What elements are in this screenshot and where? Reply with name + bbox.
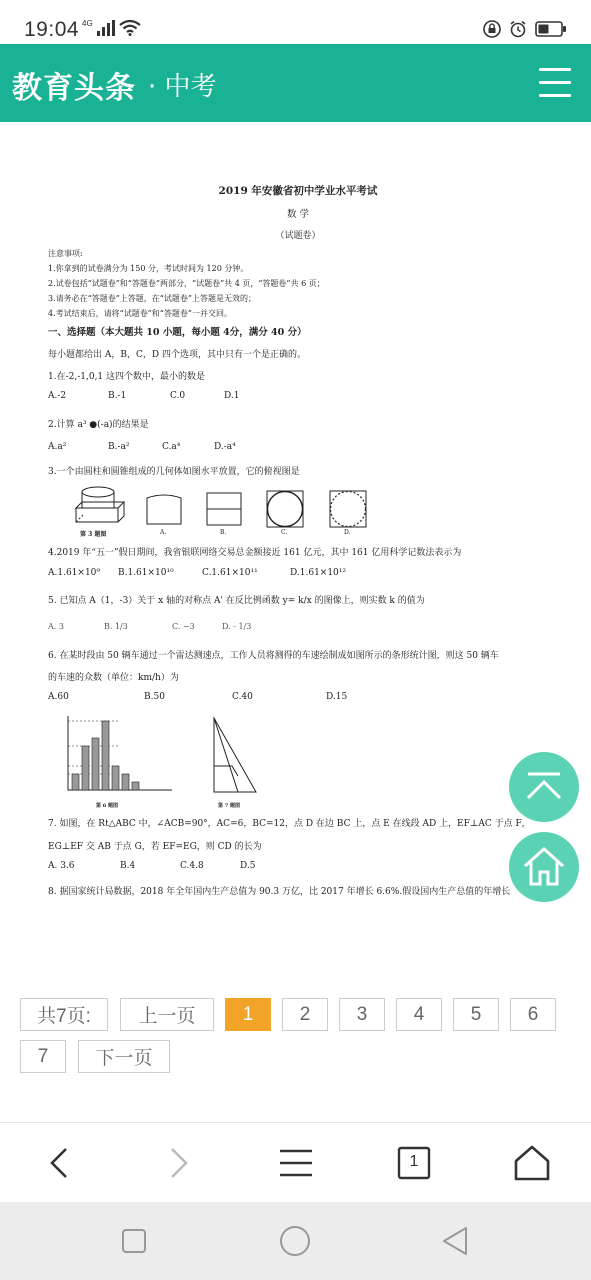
q2-option-a: A.a² [48, 442, 67, 452]
system-navigation-bar [0, 1202, 591, 1280]
recents-square-icon [117, 1224, 151, 1258]
browser-toolbar [0, 1122, 591, 1202]
q4-option-b: B.1.61×10¹⁰ [118, 568, 174, 578]
page-button[interactable]: 4 [396, 998, 442, 1031]
battery-icon [535, 21, 567, 37]
page-button[interactable]: 3 [339, 998, 385, 1031]
home-icon [512, 1143, 552, 1183]
question-7-line-1: 7. 如图，在 Rt△ABC 中，∠ACB=90°，AC=6，BC=12，点 D 在边 BC 上，点 E 在线段 AD 上，EF⊥AC 于点 F， [48, 819, 531, 829]
q6-option-b: B.50 [144, 692, 165, 702]
question-1: 1.在-2,-1,0,1 这四个数中，最小的数是 [48, 372, 206, 382]
q3-option-c-label: C. [281, 529, 288, 536]
scroll-to-top-button[interactable] [509, 752, 579, 822]
q5-option-a: A. 3 [48, 622, 64, 631]
q6-option-d: D.15 [326, 692, 348, 702]
scroll-to-top-icon [509, 752, 579, 822]
page-button[interactable]: 6 [510, 998, 556, 1031]
hamburger-menu-icon[interactable] [539, 68, 571, 98]
page-button[interactable]: 2 [282, 998, 328, 1031]
q7-figure-caption: 第 7 题图 [218, 803, 240, 809]
q7-option-c: C.4.8 [180, 861, 204, 871]
notes-heading: 注意事项: [48, 249, 83, 258]
question-4: 4.2019 年“五一”假日期间，我省银联网络交易总金额接近 161 亿元，其中 161 亿用科学记数法表示为 [48, 548, 462, 558]
q6-option-a: A.60 [48, 692, 69, 702]
page-button[interactable]: 7 [20, 1040, 66, 1073]
q4-option-a: A.1.61×10⁹ [48, 568, 101, 578]
q1-option-a: A.-2 [48, 391, 67, 401]
note-line: 4.考试结束后，请将“试题卷”和“答题卷”一并交回。 [48, 309, 232, 318]
doc-paper-type: （试题卷） [275, 231, 321, 241]
q5-option-c: C. −3 [172, 622, 195, 631]
q1-option-b: B.-1 [108, 391, 127, 401]
home-float-button[interactable] [509, 832, 579, 902]
browser-home-button[interactable] [512, 1143, 552, 1183]
back-arrow-icon [40, 1143, 80, 1183]
q3-option-b-label: B. [220, 529, 227, 536]
section-heading: 一、选择题（本大题共 10 小题，每小题 4分，满分 40 分） [48, 327, 307, 338]
status-left-icons [82, 20, 141, 36]
forward-arrow-icon [158, 1143, 198, 1183]
note-line: 2.试卷包括“试题卷”和“答题卷”两部分，“试题卷”共 4 页，“答题卷”共 6 页； [48, 279, 325, 288]
q5-option-d: D. - 1/3 [222, 622, 252, 631]
q3-solid-figure [74, 484, 126, 532]
q2-option-b: B.-a² [108, 442, 130, 452]
q6-bar-chart-figure [58, 712, 174, 800]
network-type-label: 4G [82, 19, 93, 28]
question-3: 3.一个由圆柱和圆锥组成的几何体如图水平放置，它的俯视图是 [48, 467, 300, 477]
q3-option-a-figure [146, 492, 182, 526]
status-right-icons [483, 20, 567, 38]
q7-option-b: B.4 [120, 861, 136, 871]
site-section-label: · 中考 [148, 72, 217, 102]
q7-triangle-figure [208, 716, 262, 798]
question-5: 5. 已知点 A（1，-3）关于 x 轴的对称点 A' 在反比例函数 y= k/x 的图像上，则实数 k 的值为 [48, 596, 425, 606]
alarm-icon [509, 20, 527, 38]
back-button[interactable] [40, 1143, 80, 1183]
q3-option-b-figure [206, 492, 242, 526]
q1-option-c: C.0 [170, 391, 186, 401]
q7-option-d: D.5 [240, 861, 256, 871]
question-2: 2.计算 a³ ●(-a)的结果是 [48, 420, 149, 430]
app-header [0, 44, 591, 122]
pagination [0, 994, 591, 1084]
prev-page-button[interactable]: 上一页 [120, 998, 214, 1031]
page-button-current[interactable]: 1 [225, 998, 271, 1031]
exam-document [48, 176, 548, 906]
note-line: 3.请务必在“答题卷”上答题，在“试题卷”上答题是无效的； [48, 294, 256, 303]
signal-icon [97, 20, 115, 36]
site-logo[interactable]: 教育头条 [12, 71, 136, 106]
forward-button[interactable] [158, 1143, 198, 1183]
q1-option-d: D.1 [224, 391, 240, 401]
tabs-button[interactable] [394, 1143, 434, 1183]
browser-menu-button[interactable] [276, 1143, 316, 1183]
doc-title: 2019 年安徽省初中学业水平考试 [218, 185, 378, 197]
section-description: 每小题都给出 A，B，C，D 四个选项，其中只有一个是正确的。 [48, 350, 306, 360]
tab-count: 1 [409, 1153, 419, 1170]
note-line: 1.你拿到的试卷满分为 150 分，考试时间为 120 分钟。 [48, 264, 249, 273]
q7-option-a: A. 3.6 [48, 861, 75, 871]
next-page-button[interactable]: 下一页 [78, 1040, 170, 1073]
menu-icon [276, 1143, 316, 1183]
status-time: 19:04 [24, 18, 80, 41]
q3-option-c-figure [266, 490, 304, 528]
wifi-icon [119, 20, 141, 36]
question-6-line-2: 的车速的众数（单位：km/h）为 [48, 673, 179, 683]
page-button[interactable]: 5 [453, 998, 499, 1031]
recents-button[interactable] [117, 1224, 151, 1258]
q3-figure-caption: 第 3 题图 [80, 531, 107, 538]
doc-subject: 数 学 [286, 209, 310, 220]
q4-option-d: D.1.61×10¹² [290, 568, 347, 578]
q3-option-d-figure [329, 490, 367, 528]
question-6-line-1: 6. 在某时段由 50 辆车通过一个雷达测速点，工作人员将测得的车速绘制成如图所示的条形统计图，则这 50 辆车 [48, 651, 499, 661]
q3-option-a-label: A. [160, 529, 167, 536]
system-home-button[interactable] [278, 1224, 312, 1258]
q6-figure-caption: 第 6 题图 [96, 803, 118, 809]
question-7-line-2: EG⊥EF 交 AB 于点 G，若 EF=EG，则 CD 的长为 [48, 842, 262, 852]
home-circle-icon [278, 1224, 312, 1258]
q6-option-c: C.40 [232, 692, 253, 702]
lock-rotation-icon [483, 20, 501, 38]
question-8: 8. 据国家统计局数据，2018 年全年国内生产总值为 90.3 万亿，比 2017 年增长 6.6%.假设国内生产总值的年增长 [48, 887, 511, 897]
back-triangle-icon [438, 1224, 472, 1258]
q4-option-c: C.1.61×10¹¹ [202, 568, 258, 578]
page-total-label: 共7页: [20, 998, 108, 1031]
q2-option-c: C.a⁴ [162, 442, 181, 452]
q3-option-d-label: D. [344, 529, 351, 536]
system-back-button[interactable] [438, 1224, 472, 1258]
status-bar [0, 0, 591, 44]
home-icon [509, 832, 579, 902]
q2-option-d: D.-a⁴ [214, 442, 236, 452]
q5-option-b: B. 1/3 [104, 622, 128, 631]
